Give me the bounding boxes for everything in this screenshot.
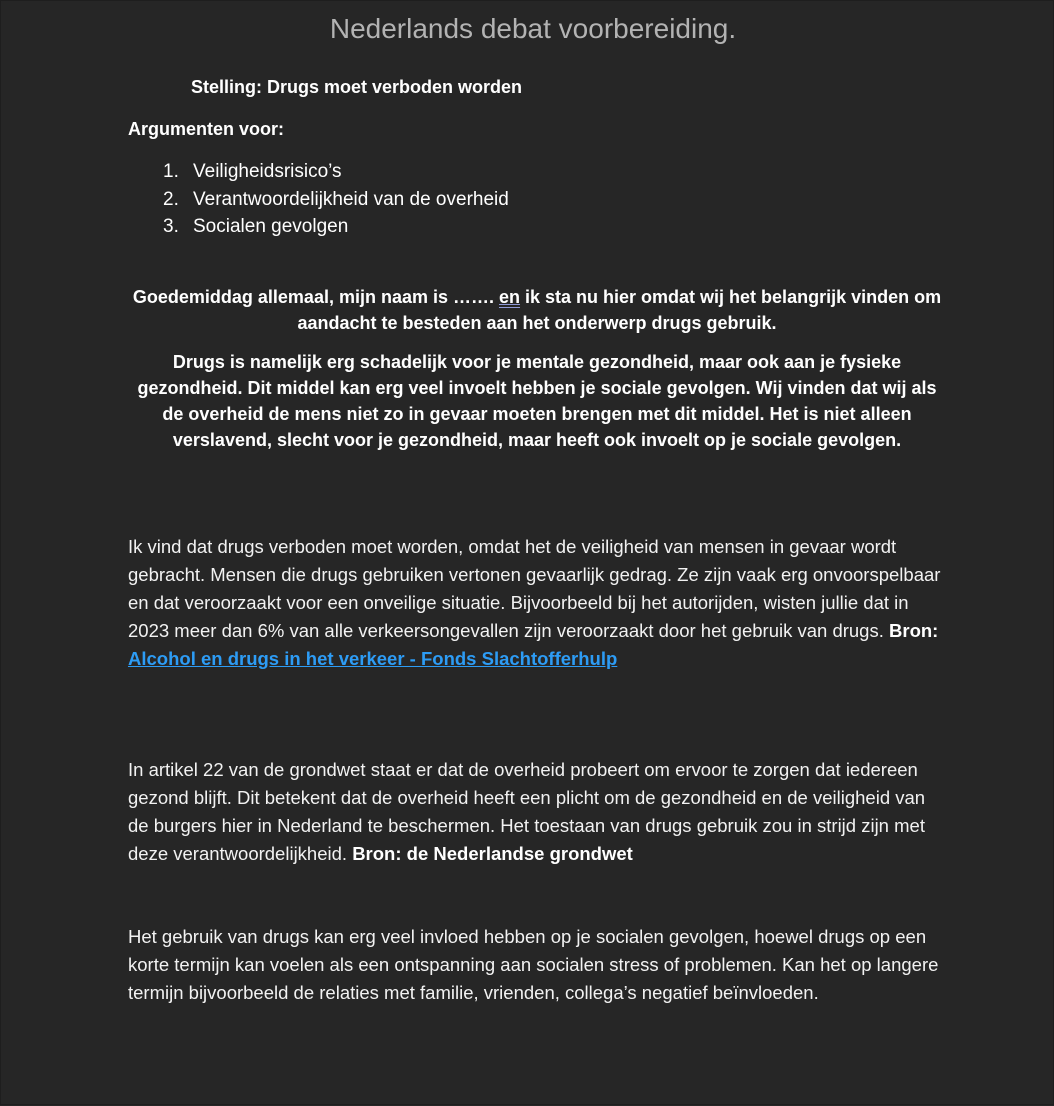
document-page: [1, 1, 1054, 1106]
argument-item: [128, 214, 509, 242]
stelling-heading: Stelling: Drugs moet verboden worden: [191, 77, 523, 97]
proofing-flagged-word[interactable]: en: [499, 287, 521, 307]
paragraph-text: In artikel 22 van de grondwet staat er dat de overheid probeert om ervoor te zorgen dat iedereen gezond blijft. Dit betekent dat de overheid heeft een plicht om de gezondheid en de veiligheid van de burgers hier in Nederland te beschermen. Het toestaan van drugs gebruik zou in strijd zijn met deze verantwoordelijkheid.: [128, 759, 926, 864]
argument-item: [128, 187, 509, 215]
argument-paragraph-social: Het gebruik van drugs kan erg veel invloed hebben op je socialen gevolgen, hoewel drugs op een korte termijn kan voelen als een ontspanning aan socialen stress of problemen. Kan het op langere termijn bijvoorbeeld de relaties met familie, vrienden, collega’s negatief beïnvloeden.: [128, 926, 939, 1003]
arguments-list: [128, 159, 509, 242]
source-link[interactable]: Alcohol en drugs in het verkeer - Fonds Slachtofferhulp: [128, 648, 618, 669]
argument-paragraph-safety: [128, 533, 943, 673]
intro1-after: ik sta nu hier omdat wij het belangrijk vinden om aandacht te besteden aan het onderwerp drugs gebruik.: [297, 287, 942, 333]
argument-text: Socialen gevolgen: [193, 216, 349, 237]
argument-text: Verantwoordelijkheid van de overheid: [193, 188, 509, 210]
paragraph-text: Ik vind dat drugs verboden moet worden, omdat het de veiligheid van mensen in gevaar wordt gebracht. Mensen die drugs gebruiken vertonen gevaarlijk gedrag. Ze zijn vaak erg onvoorspelbaar en dat veroorzaakt voor een onveilige situatie. Bijvoorbeeld bij het autorijden, wisten jullie dat in 2023 meer dan 6% van alle verkeersongevallen zijn veroorzaakt door het gebruik van drugs.: [128, 536, 941, 641]
document-title: Nederlands debat voorbereiding.: [329, 13, 737, 44]
argument-text: Veiligheidsrisico’s: [193, 161, 342, 182]
list-number: 2.: [163, 188, 179, 210]
intro1-before: Goedemiddag allemaal, mijn naam is …….: [132, 287, 499, 307]
intro-paragraph-1: [128, 284, 946, 336]
intro-paragraph-2: Drugs is namelijk erg schadelijk voor je mentale gezondheid, maar ook aan je fysieke gezondheid. Dit middel kan erg veel invoelt hebben je sociale gevolgen. Wij vinden dat wij als de overheid de mens niet zo in gevaar moeten brengen met dit middel. Het is niet alleen verslavend, slecht voor je gezondheid, maar heeft ook invoelt op je sociale gevolgen.: [137, 352, 937, 450]
source-text: Bron: de Nederlandse grondwet: [352, 843, 633, 864]
arguments-heading: Argumenten voor:: [128, 119, 285, 139]
list-number: 1.: [163, 161, 179, 182]
source-label: Bron:: [889, 620, 939, 641]
argument-item: [128, 159, 509, 187]
argument-paragraph-government: [128, 756, 943, 868]
list-number: 3.: [163, 216, 179, 237]
